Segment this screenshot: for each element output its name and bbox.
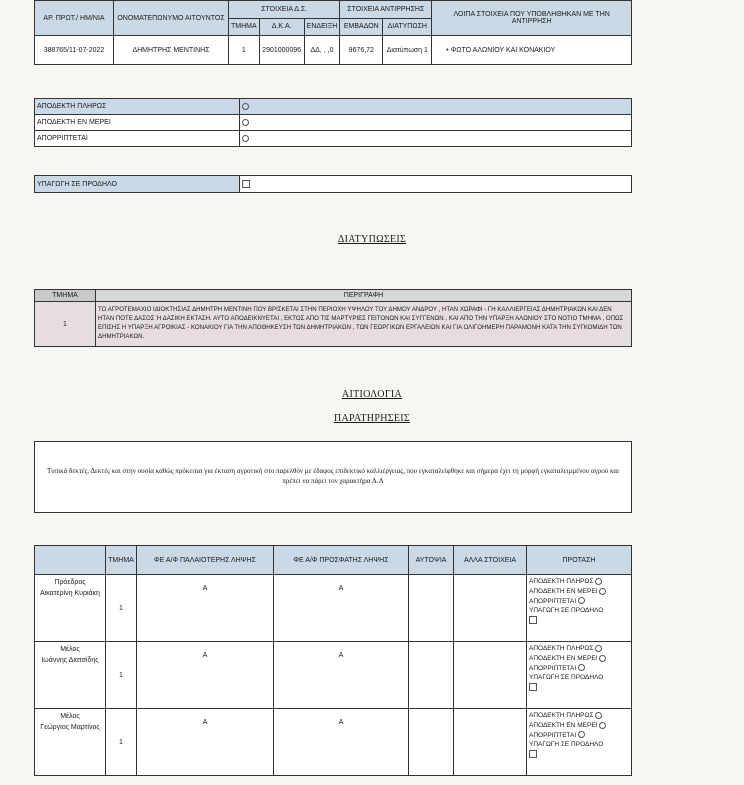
justification-title: ΑΙΤΙΟΛΟΓΙΑ — [341, 389, 403, 400]
protocol-value: 388765/11-07-2022 — [35, 36, 114, 65]
panel-col-new: ΦΕ Α/Φ ΠΡΟΣΦΑΤΗΣ ΛΗΨΗΣ — [274, 546, 409, 575]
rejected-radio[interactable] — [242, 135, 249, 142]
member-old-photo: Α — [137, 642, 274, 709]
proposal-accept-partial-radio[interactable] — [599, 722, 606, 729]
member-proposal — [527, 575, 632, 642]
member-role: Πρόεδρος — [54, 579, 86, 586]
notes-col-description: ΠΕΡΙΓΡΑΦΗ — [96, 290, 632, 302]
member-cell — [35, 575, 106, 642]
member-inspection — [409, 642, 454, 709]
col-applicant: ΟΝΟΜΑΤΕΠΩΝΥΜΟ ΑΙΤΟΥΝΤΟΣ — [114, 1, 229, 36]
proposal-accept-partial-radio[interactable] — [599, 588, 606, 595]
member-inspection — [409, 709, 454, 776]
accept-full-radio[interactable] — [242, 103, 249, 110]
notes-title: ΔΙΑΤΥΠΩΣΕΙΣ — [337, 234, 407, 245]
proposal-refer-checkbox[interactable] — [529, 683, 537, 691]
rejected-label: ΑΠΟΡΡΙΠΤΕΤΑΙ — [35, 131, 240, 147]
accept-full-label: ΑΠΟΔΕΚΤΗ ΠΛΗΡΩΣ — [35, 99, 240, 115]
panel-col-proposal: ΠΡΟΤΑΣΗ — [527, 546, 632, 575]
member-section: 1 — [106, 709, 137, 776]
member-old-photo: Α — [137, 709, 274, 776]
member-name: Αικατερίνη Κυριάκη — [40, 590, 100, 598]
proposal-accept-full-radio[interactable] — [595, 645, 602, 652]
area-value: 9676,72 — [340, 36, 383, 65]
proposal-rejected-radio[interactable] — [578, 731, 585, 738]
committee-table — [34, 545, 632, 776]
proposal-refer: ΥΠΑΓΩΓΗ ΣΕ ΠΡΟΔΗΛΟ — [529, 607, 604, 615]
proposal-accept-full-radio[interactable] — [595, 712, 602, 719]
proposal-refer-checkbox[interactable] — [529, 616, 537, 624]
panel-col-section: ΤΜΗΜΑ — [106, 546, 137, 575]
member-name: Γεώργιος Μαρτίνος — [40, 724, 100, 732]
col-section: ΤΜΗΜΑ — [229, 18, 260, 36]
member-inspection — [409, 575, 454, 642]
refer-label: ΥΠΑΓΩΓΗ ΣΕ ΠΡΟΔΗΛΟ — [35, 176, 240, 193]
accept-partial-radio[interactable] — [242, 119, 249, 126]
member-proposal — [527, 642, 632, 709]
proposal-rejected-radio[interactable] — [578, 664, 585, 671]
rejected-cell[interactable] — [240, 131, 632, 147]
group-ds-data: ΣΤΟΙΧΕΙΑ Δ.Σ. — [229, 1, 340, 19]
panel-col-other: ΑΛΛΑ ΣΤΟΙΧΕΙΑ — [454, 546, 527, 575]
refer-checkbox[interactable] — [242, 180, 250, 188]
panel-col-inspection: ΑΥΤΟΨΙΑ — [409, 546, 454, 575]
proposal-accept-full: ΑΠΟΔΕΚΤΗ ΠΛΗΡΩΣ — [529, 578, 594, 585]
notes-col-section: ΤΜΗΜΑ — [35, 290, 96, 302]
panel-col-old: ΦΕ Α/Φ ΠΑΛΑΙΟΤΕΡΗΣ ΛΗΨΗΣ — [137, 546, 274, 575]
decision-table — [34, 98, 632, 147]
refer-table — [34, 175, 632, 193]
proposal-accept-partial: ΑΠΟΔΕΚΤΗ ΕΝ ΜΕΡΕΙ — [529, 721, 598, 729]
member-new-photo: Α — [274, 575, 409, 642]
col-formulation: ΔΙΑΤΥΠΩΣΗ — [383, 18, 432, 36]
proposal-refer: ΥΠΑΓΩΓΗ ΣΕ ΠΡΟΔΗΛΟ — [529, 674, 604, 682]
dka-value: 2901000096 — [259, 36, 304, 65]
member-row — [35, 642, 632, 709]
remarks-title: ΠΑΡΑΤΗΡΗΣΕΙΣ — [333, 413, 410, 424]
member-row — [35, 575, 632, 642]
col-indication: ΕΝΔΕΙΞΗ — [304, 18, 340, 36]
member-name: Ιωάννης Διατσίδης — [41, 657, 99, 665]
proposal-accept-full: ΑΠΟΔΕΚΤΗ ΠΛΗΡΩΣ — [529, 712, 594, 719]
col-dka: Δ.Κ.Α. — [259, 18, 304, 36]
proposal-rejected: ΑΠΟΡΡΙΠΤΕΤΑΙ — [529, 731, 577, 739]
formulation-value: Διατύπωση 1 — [383, 36, 432, 65]
member-role: Μέλος — [60, 713, 80, 720]
accept-full-cell[interactable] — [240, 99, 632, 115]
member-new-photo: Α — [274, 709, 409, 776]
objection-summary-table — [34, 0, 632, 65]
proposal-rejected-radio[interactable] — [578, 597, 585, 604]
notes-section-value: 1 — [35, 302, 96, 347]
col-protocol: ΑΡ. ΠΡΩΤ./ ΗΜ/ΝΙΑ — [35, 1, 114, 36]
refer-cell[interactable] — [240, 176, 632, 193]
notes-table — [34, 289, 632, 347]
proposal-accept-full-radio[interactable] — [595, 578, 602, 585]
remarks-box: Τυπικά δεκτές. Δεκτές και στην ουσία καθώς πρόκειται για έκταση αγροτική στο παρελθόν με έδαφος επιδεκτικό καλλιέργειας, που εγκαταλείφθηκε και σήμερα έχει τη μορφή εγκαταλειμμένου αγρού και πρέπει να πάρει τον χαρακτήρα Α.Α — [34, 441, 632, 513]
proposal-accept-partial: ΑΠΟΔΕΚΤΗ ΕΝ ΜΕΡΕΙ — [529, 587, 598, 595]
indication-value: ΔΔ, , ,0 — [304, 36, 340, 65]
proposal-refer-checkbox[interactable] — [529, 750, 537, 758]
notes-description-value: ΤΟ ΑΓΡΟΤΕΜΑΧΙΟ ΙΔΙΟΚΤΗΣΙΑΣ ΔΗΜΗΤΡΗ ΜΕΝΤΙΝΗ ΠΟΥ ΒΡΙΣΚΕΤΑΙ ΣΤΗΝ ΠΕΡΙΟΧΗ ΥΨΗΛΟΥ ΤΟΥ ΔΗΜΟΥ ΑΝΔΡΟΥ , ΗΤΑΝ ΧΩΡΑΦΙ - ΓΗ ΚΑΛΛΙΕΡΓΕΙΑΣ ΔΗΜΗΤΡΙΑΚΩΝ ΚΑΙ ΔΕΝ ΗΤΑΝ ΠΟΤΕ ΔΑΣΟΣ Ή ΔΑΣΙΚΗ ΕΚΤΑΣΗ. ΑΥΤΟ ΑΠΟΔΕΙΚΝΥΕΤΑΙ , ΕΚΤΟΣ ΑΠΟ ΤΙΣ ΜΑΡΤΥΡΙΕΣ ΓΕΙΤΟΝΩΝ ΚΑΙ ΣΥΓΓΕΝΩΝ , ΚΑΙ ΑΠΟ ΤΗΝ ΥΠΑΡΞΗ ΑΛΩΝΙΟΥ ΣΤΟ ΝΟΤΙΟ ΤΜΗΜΑ , ΟΠΩΣ ΕΠΙΣΗΣ Η ΥΠΑΡΞΗ ΑΓΡΟΙΚΙΑΣ - ΚΟΝΑΚΙΟΥ ΓΙΑ ΤΗΝ ΑΠΟΘΗΚΕΥΣΗ ΤΩΝ ΔΗΜΗΤΡΙΑΚΩΝ , ΤΩΝ ΓΕΩΡΓΙΚΩΝ ΕΡΓΑΛΕΙΩΝ ΚΑΙ ΓΙΑ ΟΛΙΓΟΗΜΕΡΗ ΠΑΡΑΜΟΝΗ ΚΑΤΑ ΤΗΝ ΣΥΓΚΟΜΙΔΗ ΤΩΝ ΔΗΜΗΤΡΙΑΚΩΝ. — [96, 302, 632, 347]
member-section: 1 — [106, 642, 137, 709]
accept-partial-cell[interactable] — [240, 115, 632, 131]
member-other — [454, 642, 527, 709]
proposal-accept-full: ΑΠΟΔΕΚΤΗ ΠΛΗΡΩΣ — [529, 645, 594, 652]
member-row — [35, 709, 632, 776]
col-area: ΕΜΒΑΔΟΝ — [340, 18, 383, 36]
member-old-photo: Α — [137, 575, 274, 642]
member-cell — [35, 642, 106, 709]
panel-col-member — [35, 546, 106, 575]
proposal-refer: ΥΠΑΓΩΓΗ ΣΕ ΠΡΟΔΗΛΟ — [529, 741, 604, 749]
section-value: 1 — [229, 36, 260, 65]
member-role: Μέλος — [60, 646, 80, 653]
proposal-rejected: ΑΠΟΡΡΙΠΤΕΤΑΙ — [529, 597, 577, 605]
col-other: ΛΟΙΠΑ ΣΤΟΙΧΕΙΑ ΠΟΥ ΥΠΟΒΛΗΘΗΚΑΝ ΜΕ ΤΗΝ ΑΝΤΙΡΡΗΣΗ — [432, 1, 632, 36]
other-value: • ΦΩΤΟ ΑΛΩΝΙΟΥ ΚΑΙ ΚΟΝΑΚΙΟΥ — [432, 36, 632, 65]
member-other — [454, 575, 527, 642]
proposal-rejected: ΑΠΟΡΡΙΠΤΕΤΑΙ — [529, 664, 577, 672]
member-cell — [35, 709, 106, 776]
group-objection-data: ΣΤΟΙΧΕΙΑ ΑΝΤΙΡΡΗΣΗΣ — [340, 1, 432, 19]
member-new-photo: Α — [274, 642, 409, 709]
proposal-accept-partial: ΑΠΟΔΕΚΤΗ ΕΝ ΜΕΡΕΙ — [529, 654, 598, 662]
member-proposal — [527, 709, 632, 776]
proposal-accept-partial-radio[interactable] — [599, 655, 606, 662]
applicant-value: ΔΗΜΗΤΡΗΣ ΜΕΝΤΙΝΗΣ — [114, 36, 229, 65]
accept-partial-label: ΑΠΟΔΕΚΤΗ ΕΝ ΜΕΡΕΙ — [35, 115, 240, 131]
member-section: 1 — [106, 575, 137, 642]
member-other — [454, 709, 527, 776]
